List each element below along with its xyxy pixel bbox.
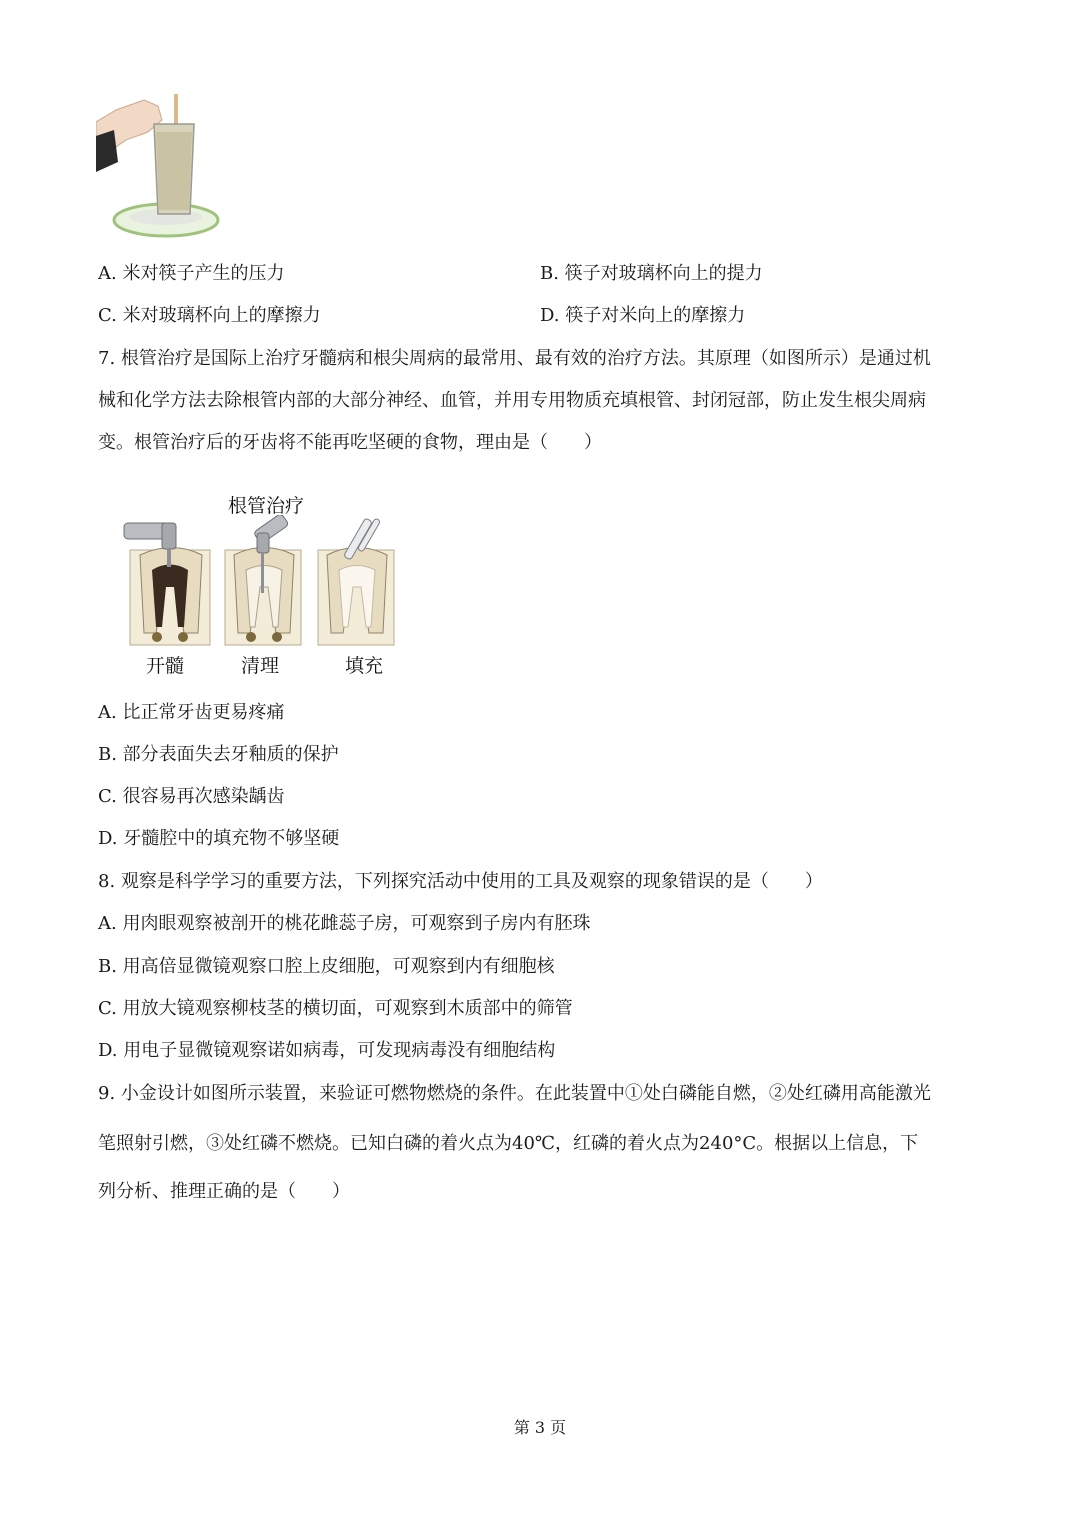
q7-stem-line-3: 变。根管治疗后的牙齿将不能再吃坚硬的食物，理由是（ ） [98,432,602,453]
q6-option-b: B. 筷子对玻璃杯向上的提力 [540,263,763,284]
page-number: 第 3 页 [513,1418,567,1437]
q8-stem: 8. 观察是科学学习的重要方法，下列探究活动中使用的工具及观察的现象错误的是（ ） [98,871,823,892]
root-canal-step-opening: 开髓 [146,655,185,677]
root-canal-step-filling: 填充 [345,655,384,677]
q8-option-b: B. 用高倍显微镜观察口腔上皮细胞，可观察到内有细胞核 [98,956,555,977]
q7-option-d: D. 牙髓腔中的填充物不够坚硬 [98,828,340,849]
q6-option-d: D. 筷子对米向上的摩擦力 [540,305,746,326]
q8-option-c: C. 用放大镜观察柳枝茎的横切面，可观察到木质部中的筛管 [98,998,573,1019]
q9-stem-line-3: 列分析、推理正确的是（ ） [98,1181,350,1202]
root-canal-diagram [122,515,400,650]
q7-stem-line-1: 7. 根管治疗是国际上治疗牙髓病和根尖周病的最常用、最有效的治疗方法。其原理（如图所示）是通过机 [98,348,931,369]
q9-stem-line-2: 笔照射引燃，③处红磷不燃烧。已知白磷的着火点为40℃，红磷的着火点为240°C。根据以上信息，下 [98,1133,919,1154]
q7-stem-line-2: 械和化学方法去除根管内部的大部分神经、血管，并用专用物质充填根管、封闭冠部，防止发生根尖周病 [98,390,926,411]
q7-option-a: A. 比正常牙齿更易疼痛 [98,702,285,723]
q7-option-c: C. 很容易再次感染龋齿 [98,786,285,807]
q7-option-b: B. 部分表面失去牙釉质的保护 [98,744,339,765]
tooth-filling-illustration [318,518,394,645]
q8-option-d: D. 用电子显微镜观察诺如病毒，可发现病毒没有细胞结构 [98,1040,556,1061]
q6-option-a: A. 米对筷子产生的压力 [98,263,285,284]
root-canal-step-cleaning: 清理 [241,655,280,677]
tooth-opening-illustration [124,523,210,645]
rice-chopstick-photo [96,92,226,242]
q8-option-a: A. 用肉眼观察被剖开的桃花雌蕊子房，可观察到子房内有胚珠 [98,913,591,934]
q9-stem-line-1: 9. 小金设计如图所示装置，来验证可燃物燃烧的条件。在此装置中①处白磷能自燃，②处红磷用高能激光 [98,1083,931,1104]
tooth-cleaning-illustration [225,515,301,645]
q6-option-c: C. 米对玻璃杯向上的摩擦力 [98,305,321,326]
root-canal-figure-title: 根管治疗 [228,495,305,517]
